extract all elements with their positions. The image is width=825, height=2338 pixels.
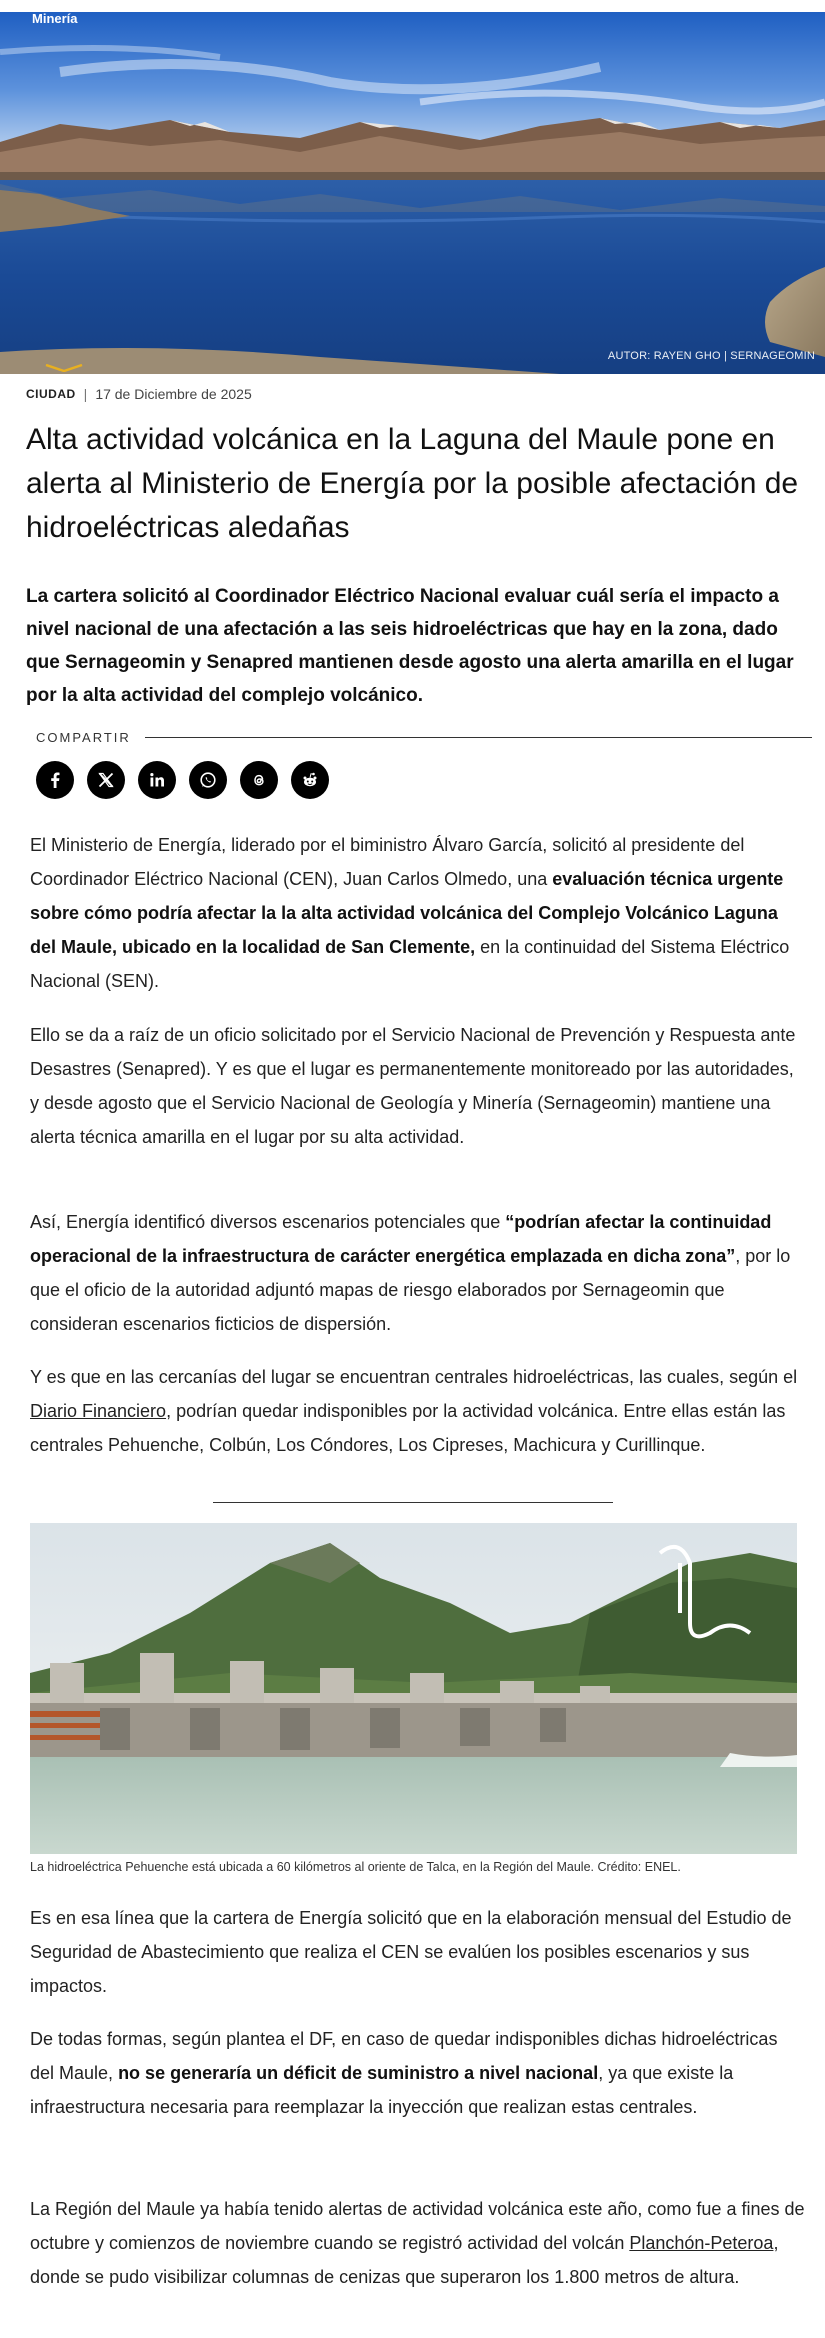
body-paragraph-7 (30, 2192, 806, 2294)
body-paragraph-5: Es en esa línea que la cartera de Energía solicitó que en la elaboración mensual del Estudio de Seguridad de Abastecimiento que realiza el CEN se evalúen los posibles escenarios y sus impactos. (30, 1908, 792, 1996)
p1-text-a: El Ministerio de Energía, liderado por el biministro Álvaro García, solicitó al presidente del Coordinador Eléctrico Nacional (CEN), Juan Carlos Olmedo, una (30, 835, 745, 889)
hydroelectric-photo (30, 1523, 797, 1854)
p3-text-a: Así, Energía identificó diversos escenarios potenciales que (30, 1212, 506, 1232)
dam-photo (30, 1523, 797, 1854)
chevron-down-icon[interactable] (44, 364, 84, 372)
photo-caption: La hidroeléctrica Pehuenche está ubicada a 60 kilómetros al oriente de Talca, en la Región del Maule. Crédito: ENEL. (30, 1860, 681, 1874)
threads-icon[interactable] (240, 761, 278, 799)
share-buttons (36, 761, 329, 799)
article-meta (26, 386, 252, 402)
p6-text-a: De todas formas, según plantea el DF, en caso de quedar indisponibles dichas hidroeléctricas del Maule, (30, 2029, 778, 2083)
p7-text-a: La Región del Maule ya había tenido alertas de actividad volcánica este año, como fue a fines de octubre y comienzos de noviembre cuando se registró actividad del volcán (30, 2199, 805, 2253)
diario-financiero-link[interactable]: Diario Financiero (30, 1401, 167, 1421)
photo-credit: AUTOR: RAYEN GHO | SERNAGEOMIN (607, 350, 815, 362)
p4-text-a: Y es que en las cercanías del lugar se encuentran centrales hidroeléctricas, las cuales, según el (30, 1367, 798, 1387)
section-label[interactable]: CIUDAD (26, 387, 76, 401)
planchon-peteroa-link[interactable]: Planchón-Peteroa (629, 2233, 774, 2253)
share-bar (36, 730, 812, 745)
body-paragraph-6 (30, 2022, 806, 2124)
share-label: COMPARTIR (36, 730, 131, 745)
p1-text-b: en la continuidad del Sistema Eléctrico Nacional (SEN). (30, 937, 790, 991)
p6-bold: no se generaría un déficit de suministro a nivel nacional (118, 2063, 599, 2083)
p4-text-b: , podrían quedar indisponibles por la actividad volcánica. Entre ellas están las centrales Pehuenche, Colbún, Los Cóndores, Los Cipreses, Machicura y Curillinque. (30, 1401, 786, 1455)
body-paragraph-1 (30, 828, 806, 998)
meta-separator: | (83, 386, 88, 402)
p6-text-b: , ya que existe la infraestructura necesaria para reemplazar la inyección que realizan estas centrales. (30, 2063, 734, 2117)
body-paragraph-2: Ello se da a raíz de un oficio solicitado por el Servicio Nacional de Prevención y Respuesta ante Desastres (Senapred). Y es que el lugar es permanentemente monitoreado por las autoridades, y desde agosto que el Servicio Nacional de Geología y Minería (Sernageomin) mantiene una alerta técnica amarilla en el lugar por su alta actividad. (30, 1025, 796, 1147)
hero-org-label: Minería (32, 12, 78, 26)
linkedin-icon[interactable] (138, 761, 176, 799)
lake-landscape-photo (0, 12, 825, 374)
facebook-icon[interactable] (36, 761, 74, 799)
article-lead: La cartera solicitó al Coordinador Eléctrico Nacional evaluar cuál sería el impacto a nivel nacional de una afectación a las seis hidroeléctricas que hay en la zona, dado que Sernageomin y Senapred mantienen desde agosto una alerta amarilla en el lugar por la alta actividad del complejo volcánico. (26, 586, 794, 706)
p7-text-b: , donde se pudo visibilizar columnas de cenizas que superaron los 1.800 metros de altura. (30, 2233, 779, 2287)
reddit-icon[interactable] (291, 761, 329, 799)
section-divider (213, 1502, 613, 1503)
hero-image (0, 12, 825, 374)
article-date: 17 de Diciembre de 2025 (95, 386, 252, 402)
body-paragraph-3 (30, 1205, 806, 1341)
share-divider (145, 737, 812, 738)
p3-text-b: , por lo que el oficio de la autoridad adjuntó mapas de riesgo elaborados por Sernageomin que consideran escenarios ficticios de dispersión. (30, 1246, 791, 1334)
p3-bold: “podrían afectar la continuidad operacional de la infraestructura de carácter energética emplazada en dicha zona” (30, 1212, 772, 1266)
p1-bold: evaluación técnica urgente sobre cómo podría afectar la la alta actividad volcánica del Complejo Volcánico Laguna del Maule, ubicado en la localidad de San Clemente, (30, 869, 784, 957)
x-icon[interactable] (87, 761, 125, 799)
body-paragraph-4 (30, 1360, 806, 1462)
article-title: Alta actividad volcánica en la Laguna del Maule pone en alerta al Ministerio de Energía por la posible afectación de hidroeléctricas aledañas (26, 423, 799, 544)
whatsapp-icon[interactable] (189, 761, 227, 799)
